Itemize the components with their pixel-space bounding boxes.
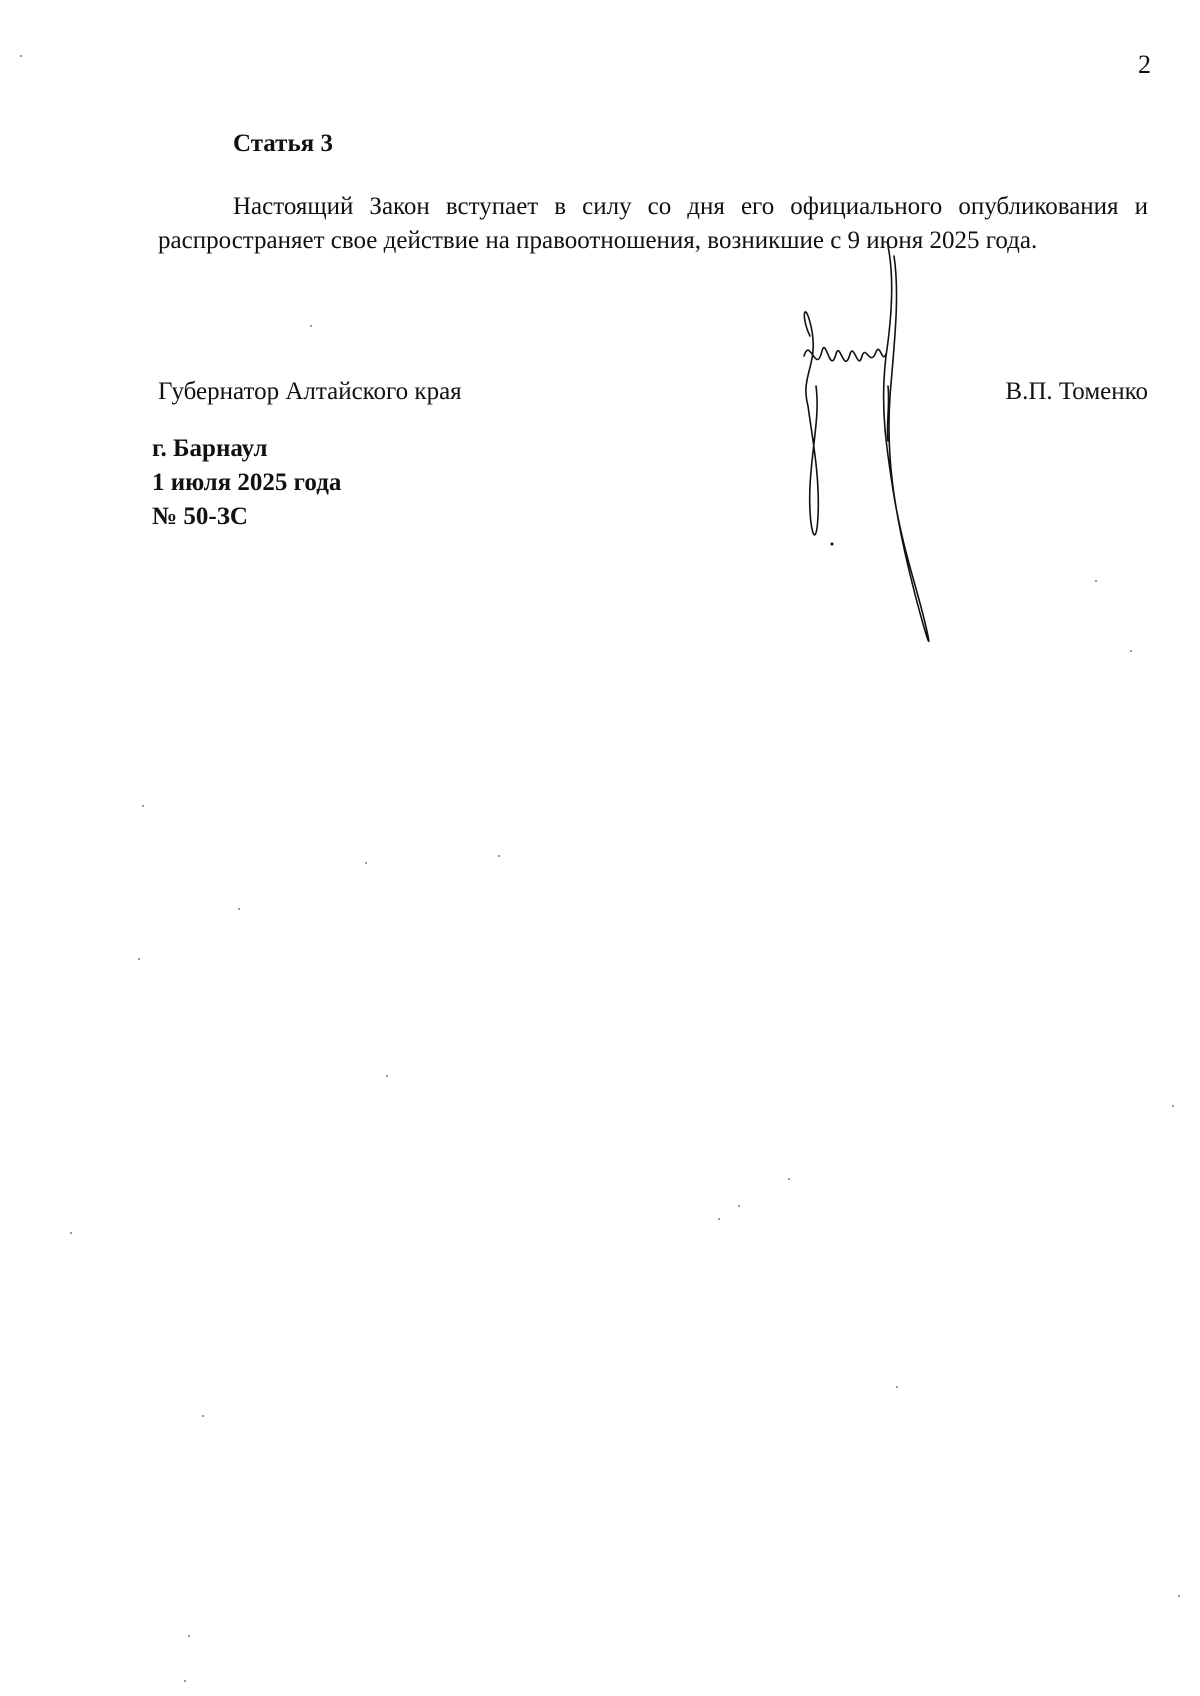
signature-row [158,378,1148,412]
scan-speck [202,1415,204,1417]
scan-speck [138,958,140,960]
signer-title: Губернатор Алтайского края [158,378,462,405]
scan-speck [142,805,144,807]
document-footer [152,432,341,534]
scan-speck [20,55,22,57]
article-heading: Статья 3 [233,130,333,157]
scan-speck [310,325,312,327]
scan-speck [386,1075,388,1077]
scan-speck [1130,650,1132,652]
signer-name: В.П. Томенко [1005,378,1148,405]
scan-speck [184,1680,186,1682]
scan-speck [70,1232,72,1234]
scan-speck [1172,1105,1174,1107]
scan-speck [718,1218,720,1220]
scan-speck [365,862,367,864]
scan-speck [738,1205,740,1207]
handwritten-signature [790,236,980,656]
scan-speck [896,1386,898,1388]
page-number: 2 [1138,50,1151,79]
footer-city: г. Барнаул [152,435,268,462]
footer-date: 1 июля 2025 года [152,469,342,496]
footer-number: № 50-ЗС [152,503,248,530]
scan-speck [1095,580,1097,582]
scan-speck [188,1635,190,1637]
scan-speck [788,1178,790,1180]
article-body: Настоящий Закон вступает в силу со дня его официального опубликования и распространяет свое действие на правоотношения, возникшие с 9 июня 2025 года. [158,193,1148,254]
scan-speck [498,855,500,857]
scan-speck [1178,1595,1180,1597]
scan-speck [238,908,240,910]
